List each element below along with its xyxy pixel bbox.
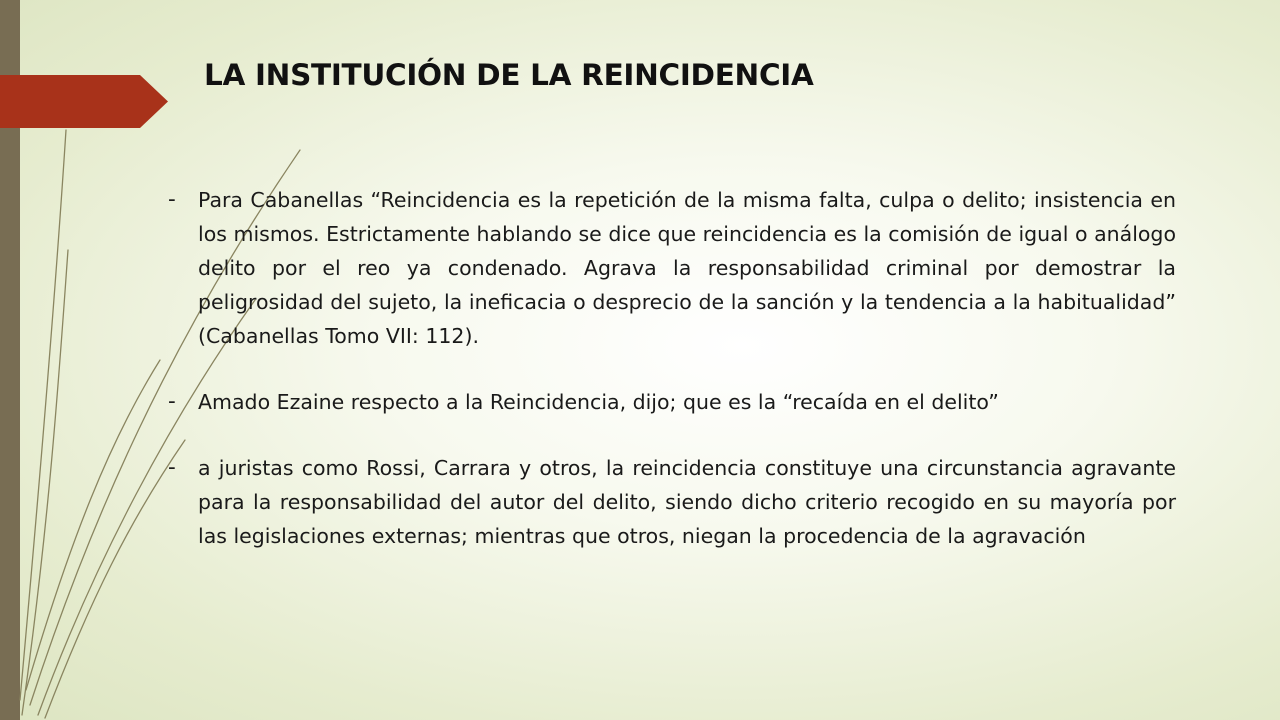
bullet-text: a juristas como Rossi, Carrara y otros, la reincidencia constituye una circunstancia agravante para la responsabilidad del autor del delito, siendo dicho criterio recogido en su mayoría por las legislaciones externas; mientras que otros, niegan la procedencia de la agravación (198, 456, 1176, 548)
bullet-item (168, 385, 1176, 419)
decorative-curve (20, 130, 66, 700)
slide-title: LA INSTITUCIÓN DE LA REINCIDENCIA (204, 58, 814, 92)
bullet-marker: - (168, 455, 176, 480)
title-arrow-shape (0, 75, 168, 128)
bullet-item (168, 183, 1176, 353)
bullet-marker: - (168, 187, 176, 212)
bullet-list (168, 183, 1176, 585)
bullet-text: Amado Ezaine respecto a la Reincidencia, dijo; que es la “recaída en el delito” (198, 390, 999, 414)
bullet-marker: - (168, 389, 176, 414)
decorative-curve (22, 250, 68, 715)
bullet-text: Para Cabanellas “Reincidencia es la repetición de la misma falta, culpa o delito; insistencia en los mismos. Estrictamente hablando se dice que reincidencia es la comisión de igual o análogo delito por el reo ya condenado. Agrava la responsabilidad criminal por demostrar la peligrosidad del sujeto, la ineficacia o desprecio de la sanción y la tendencia a la habitualidad” (Cabanellas Tomo VII: 112). (198, 188, 1176, 348)
bullet-item (168, 451, 1176, 553)
decorative-curve (26, 360, 160, 690)
